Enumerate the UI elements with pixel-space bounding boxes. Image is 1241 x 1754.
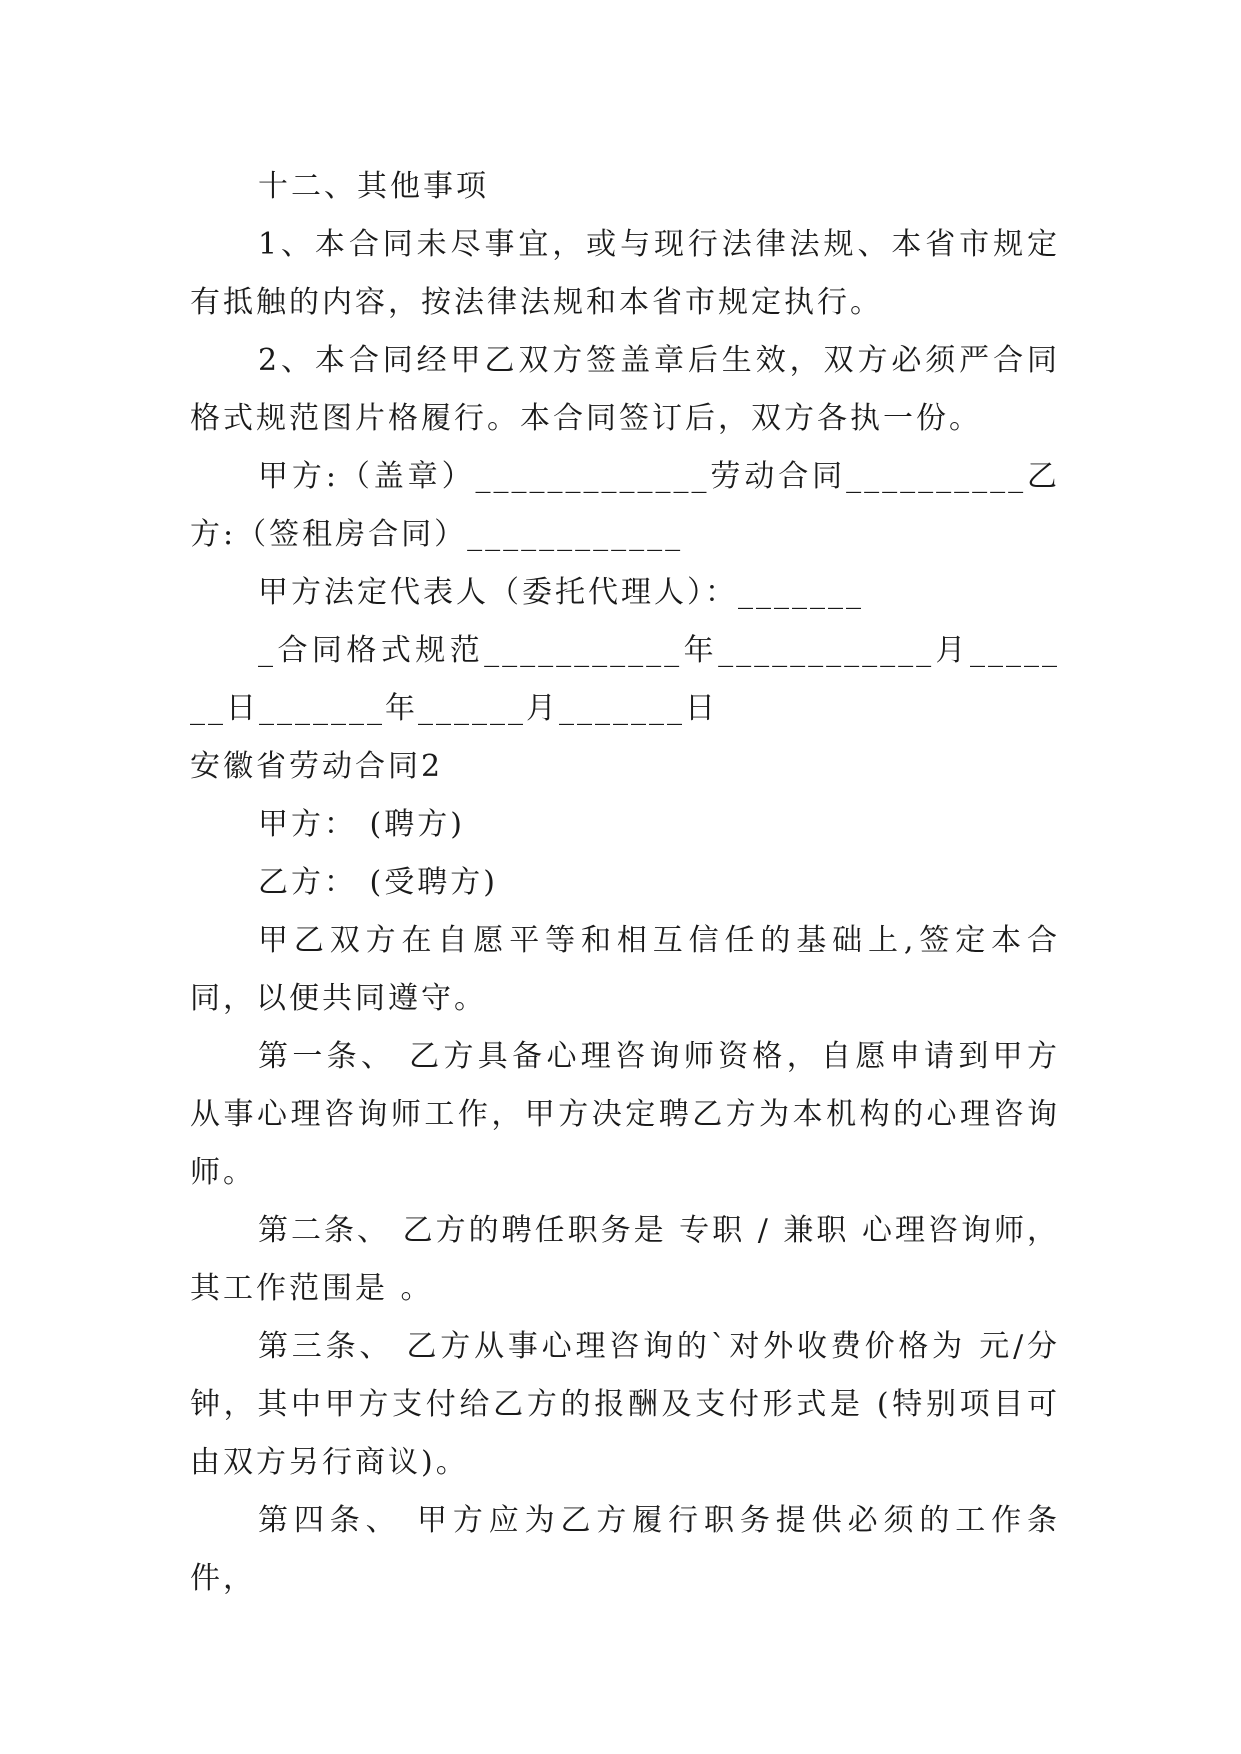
article-paragraph: 第三条、 乙方从事心理咨询的`对外收费价格为 元/分钟，其中甲方支付给乙方的报酬及支付形式是 (特别项目可由双方另行商议)。 bbox=[190, 1329, 1060, 1480]
signature-line-date: _合同格式规范___________年____________月_______日_______年______月_______日 bbox=[190, 633, 1060, 726]
article-paragraph: 第一条、 乙方具备心理咨询师资格，自愿申请到甲方从事心理咨询师工作，甲方决定聘乙方为本机构的心理咨询师。 bbox=[190, 1039, 1060, 1190]
party-b-line: 乙方： (受聘方) bbox=[258, 865, 498, 900]
party-a-line: 甲方： (聘方) bbox=[258, 807, 465, 842]
section-heading-other-matters: 十二、其他事项 bbox=[258, 169, 489, 204]
clause-paragraph: 1、本合同未尽事宜，或与现行法律法规、本省市规定有抵触的内容，按法律法规和本省市规定执行。 bbox=[190, 227, 1060, 320]
clause-paragraph: 2、本合同经甲乙双方签盖章后生效，双方必须严合同格式规范图片格履行。本合同签订后，双方各执一份。 bbox=[190, 343, 1060, 436]
signature-line-parties: 甲方:（盖章）_____________劳动合同__________乙方:（签租房合同）____________ bbox=[190, 459, 1060, 552]
signature-line-representative: 甲方法定代表人（委托代理人）：_______ bbox=[258, 575, 864, 610]
document-body bbox=[190, 158, 1060, 1608]
preamble-paragraph: 甲乙双方在自愿平等和相互信任的基础上,签定本合同，以便共同遵守。 bbox=[190, 923, 1060, 1016]
article-paragraph: 第四条、 甲方应为乙方履行职务提供必须的工作条件， bbox=[190, 1503, 1060, 1596]
article-paragraph: 第二条、 乙方的聘任职务是 专职 / 兼职 心理咨询师，其工作范围是 。 bbox=[190, 1213, 1060, 1306]
contract-title: 安徽省劳动合同2 bbox=[190, 749, 444, 784]
